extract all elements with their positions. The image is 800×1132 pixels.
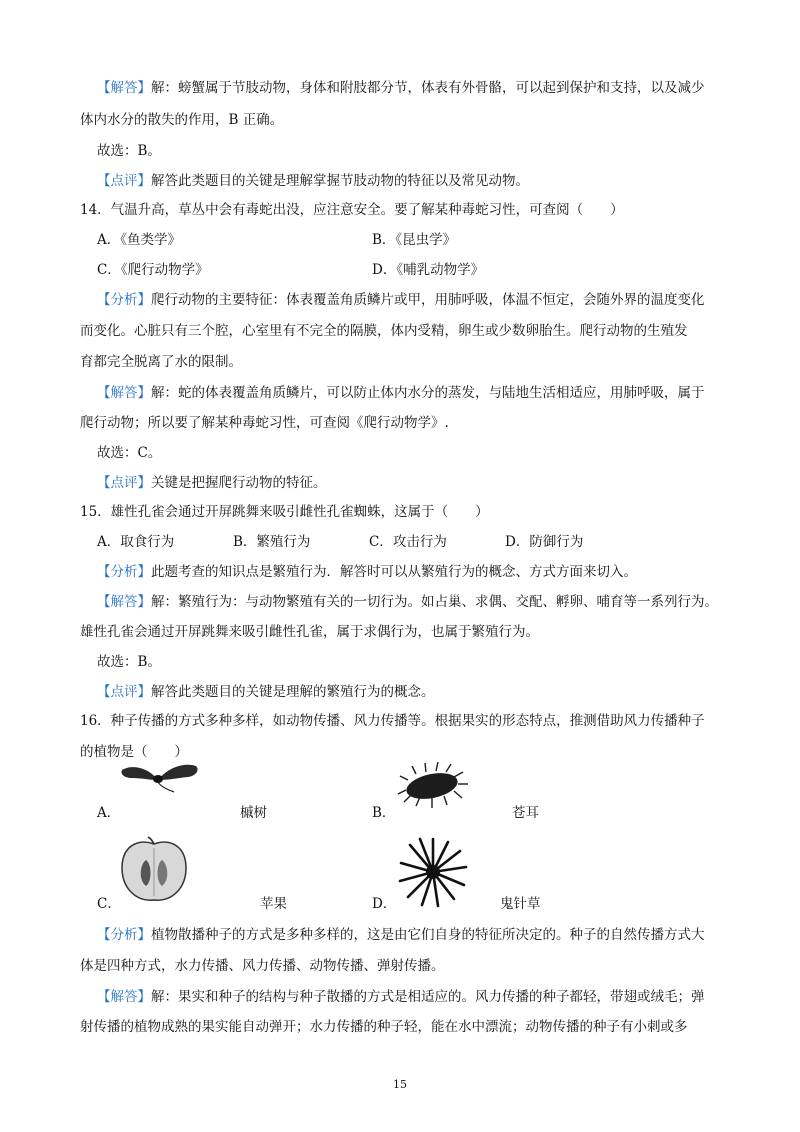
option-15d: D．防御行为 [505, 534, 584, 550]
option-16a-name: 槭树 [240, 805, 267, 821]
choice-line: 故选：B。 [97, 143, 161, 159]
answer-text: 解：繁殖行为：与动物繁殖有关的一切行为。如占巢、求偶、交配、孵卵、哺育等一系列行为。 [151, 594, 718, 610]
answer-tag: 【解答】 [97, 385, 151, 401]
answer-15-line-2: 雄性孔雀会通过开屏跳舞来吸引雌性孔雀，属于求偶行为，也属于繁殖行为。 [80, 624, 539, 640]
answer-16-line-1 [97, 988, 705, 1006]
answer-tag: 【解答】 [97, 989, 151, 1005]
comment-15 [97, 683, 435, 701]
answer-line-1 [97, 79, 705, 97]
option-15a: A．取食行为 [97, 534, 175, 550]
answer-15-line-1 [97, 593, 718, 611]
beggarticks-image [396, 835, 470, 909]
option-16b-name: 苍耳 [512, 805, 539, 821]
question-14: 14．气温升高，草丛中会有毒蛇出没，应注意安全。要了解某种毒蛇习性，可查阅（ ） [80, 202, 624, 218]
analysis-text: 植物散播种子的方式是多种多样的，这是由它们自身的特征所决定的。种子的自然传播方式大 [151, 927, 705, 943]
option-14a: A．《鱼类学》 [97, 232, 181, 248]
answer-tag: 【解答】 [97, 80, 151, 96]
question-16-line-1: 16．种子传播的方式多种多样，如动物传播、风力传播等。根据果实的形态特点，推测借助风力传播种子 [80, 713, 705, 729]
option-16d-name: 鬼针草 [500, 896, 541, 912]
page-number: 15 [393, 1078, 407, 1091]
option-16a-letter: A． [97, 805, 121, 821]
analysis-tag: 【分析】 [97, 564, 151, 580]
option-14c: C．《爬行动物学》 [97, 262, 209, 278]
option-16b-letter: B． [372, 805, 396, 821]
option-15c: C．攻击行为 [369, 534, 447, 550]
answer-text: 解：蛇的体表覆盖角质鳞片，可以防止体内水分的蒸发，与陆地生活相适应，用肺呼吸，属于 [151, 385, 705, 401]
apple-image [116, 836, 192, 906]
answer-line-2: 体内水分的散失的作用，B 正确。 [80, 112, 284, 128]
answer-14-line-2: 爬行动物；所以要了解某种毒蛇习性，可查阅《爬行动物学》. [80, 415, 449, 431]
answer-14-line-1 [97, 384, 705, 402]
analysis-14-line-2: 而变化。心脏只有三个腔，心室里有不完全的隔膜，体内受精，卵生或少数卵胎生。爬行动物的生殖发 [80, 323, 688, 339]
comment-text: 关键是把握爬行动物的特征。 [151, 475, 327, 491]
comment-tag: 【点评】 [97, 173, 151, 189]
analysis-14-line-1 [97, 291, 705, 309]
answer-text: 解：果实和种子的结构与种子散播的方式是相适应的。风力传播的种子都轻，带翅或绒毛；弹 [151, 989, 705, 1005]
comment-line [97, 172, 529, 190]
option-16d-letter: D． [372, 896, 397, 912]
option-16c-letter: C． [97, 896, 121, 912]
option-14d: D．《哺乳动物学》 [372, 262, 485, 278]
option-15b: B．繁殖行为 [233, 534, 311, 550]
analysis-14-line-3: 育都完全脱离了水的限制。 [80, 354, 242, 370]
comment-tag: 【点评】 [97, 684, 151, 700]
analysis-text: 爬行动物的主要特征：体表覆盖角质鳞片或甲，用肺呼吸，体温不恒定，会随外界的温度变化 [151, 292, 705, 308]
analysis-15 [97, 563, 637, 581]
analysis-16-line-2: 体是四种方式，水力传播、风力传播、动物传播、弹射传播。 [80, 958, 445, 974]
cocklebur-image [392, 760, 472, 812]
option-16c-name: 苹果 [260, 896, 287, 912]
comment-14 [97, 474, 327, 492]
answer-tag: 【解答】 [97, 594, 151, 610]
analysis-text: 此题考查的知识点是繁殖行为．解答时可以从繁殖行为的概念、方式方面来切入。 [151, 564, 637, 580]
answer-16-line-2: 射传播的植物成熟的果实能自动弹开；水力传播的种子轻，能在水中漂流；动物传播的种子有小刺或多 [80, 1019, 688, 1035]
choice-15: 故选：B。 [97, 654, 161, 670]
analysis-tag: 【分析】 [97, 292, 151, 308]
analysis-tag: 【分析】 [97, 927, 151, 943]
comment-text: 解答此类题目的关键是理解掌握节肢动物的特征以及常见动物。 [151, 173, 529, 189]
comment-tag: 【点评】 [97, 475, 151, 491]
maple-seed-image [118, 758, 202, 796]
choice-14: 故选：C。 [97, 445, 162, 461]
comment-text: 解答此类题目的关键是理解的繁殖行为的概念。 [151, 684, 435, 700]
option-14b: B．《昆虫学》 [372, 232, 457, 248]
question-15: 15．雄性孔雀会通过开屏跳舞来吸引雌性孔雀蜘蛛，这属于（ ） [80, 504, 489, 520]
analysis-16-line-1 [97, 926, 705, 944]
question-16-line-2: 的植物是（ ） [80, 744, 188, 760]
answer-text: 解：螃蟹属于节肢动物，身体和附肢都分节，体表有外骨骼，可以起到保护和支持，以及减少 [151, 80, 705, 96]
